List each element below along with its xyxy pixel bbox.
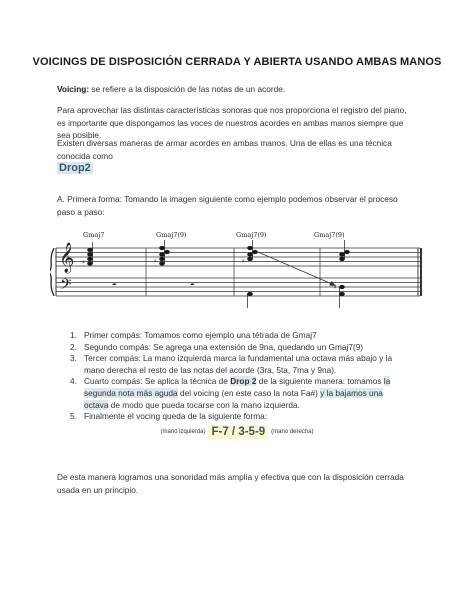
step-text: Cuarto compás: Se aplica la técnica de (84, 376, 231, 387)
svg-text:𝄼: 𝄼 (112, 278, 117, 292)
paragraph-conclusion: De esta manera logramos una sonoridad más amplia y efectiva que con la disposición cerrada usada en un principio. (57, 472, 404, 495)
drop2-term: Drop2 (59, 162, 91, 174)
step-number: 4. (70, 376, 77, 387)
steps-list (57, 330, 397, 423)
right-hand-label: (mano derecha) (271, 429, 314, 435)
step-number: 2. (70, 341, 77, 352)
step-text: Finalmente el vocing queda de la siguiente forma: (84, 411, 268, 422)
page-title: VOICINGS DE DISPOSICIÓN CERRADA Y ABIERTA USANDO AMBAS MANOS (32, 56, 442, 68)
voicing-def-text: se refiere a la disposición de las notas de un acorde. (89, 84, 286, 94)
svg-text:♯: ♯ (82, 259, 85, 266)
left-hand-label: (mano izquierda) (160, 429, 206, 435)
voicing-term: Voicing: (57, 84, 90, 94)
drop2-bold: Drop 2 (230, 376, 257, 387)
step-number: 1. (70, 330, 77, 340)
treble-clef-icon: 𝄞 (59, 243, 75, 273)
svg-text:♯: ♯ (154, 258, 157, 265)
highlight-octave-down: y la bajamos una octava (84, 387, 383, 410)
step-number: 3. (70, 353, 77, 364)
voicing-definition (57, 83, 417, 96)
chord-bar-3 (242, 240, 258, 308)
step-text: de modo que pueda tocarse con la mano izquierda. (108, 399, 300, 410)
chord-symbol-4: Gmaj7(9) (314, 231, 345, 239)
paragraph-first-form: A. Primera forma: Tomando la imagen siguiente como ejemplo podemos observar el proceso paso a paso: (57, 194, 398, 217)
list-item (57, 376, 397, 411)
step-number: 5. (70, 411, 77, 422)
paragraph-register: Para aprovechar las distintas características sonoras que nos proporciona el registro del piano, es importante que dispongamos las voces de nuestros acordes en ambas manos siempre que sea posible. (57, 105, 407, 140)
chord-symbol-2: Gmaj7(9) (156, 231, 187, 239)
voicing-formula (0, 426, 474, 438)
highlight-second-note: la segunda nota más aguda (84, 376, 391, 398)
step-text: Primer compás: Tomamos como ejemplo una tétrada de Gmaj7 (84, 330, 317, 340)
list-item (57, 330, 397, 342)
svg-text:♯: ♯ (334, 284, 337, 291)
step-text: Segundo compás: Se agrega una extensión de 9na, quedando un Gmaj7(9) (84, 341, 364, 352)
chord-bar-1 (82, 242, 117, 292)
formula-main: F-7 / 3-5-9 (208, 425, 268, 439)
music-score (50, 228, 424, 318)
svg-text:𝄼: 𝄼 (190, 278, 195, 292)
list-item (57, 342, 397, 354)
list-item (57, 411, 397, 423)
brace (50, 248, 54, 296)
svg-text:♯: ♯ (242, 258, 245, 265)
drop2-intro-text: Existen diversas maneras de armar acordes en ambas manos. Una de ellas es una técnica conocida como (57, 138, 392, 161)
chord-symbol-1: Gmaj7 (83, 231, 105, 239)
step-text: del voicing (en este caso la nota Fa#) (177, 387, 321, 398)
step-text: de la siguiente manera: tomamos (256, 376, 384, 387)
step-text: Tercer compás: La mano izquierda marca la fundamental una octava más abajo y la mano derecha el resto de las notas del acorde (3ra, 5ta, 7ma y 9na). (84, 353, 393, 375)
chord-bar-4 (334, 240, 350, 308)
chord-symbol-3: Gmaj7(9) (236, 231, 267, 239)
bass-clef-icon: 𝄢 (60, 276, 72, 297)
paragraph-drop2-intro (57, 137, 417, 175)
grand-staff (50, 228, 424, 318)
list-item (57, 353, 397, 376)
